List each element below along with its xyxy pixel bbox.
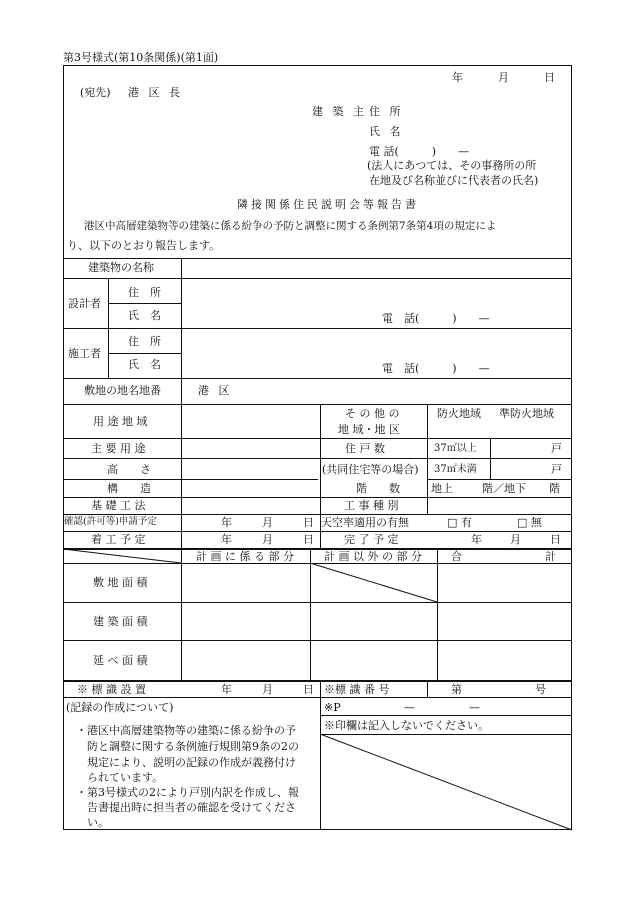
- building-name-label: 建築物の名称: [88, 261, 154, 274]
- floors-above: 地上: [431, 482, 453, 495]
- form-id: 第3号様式(第10条関係)(第1面): [63, 51, 219, 64]
- record-note-1-4: られています。: [87, 771, 164, 784]
- sign-go: 号: [535, 683, 546, 696]
- units-over-37: 37㎡以上: [434, 443, 477, 454]
- other-district-label-2: 地 域・地 区: [338, 423, 400, 436]
- permit-day: 日: [303, 516, 314, 529]
- record-note-1-1: ・港区中高層建築物等の建築に係る紛争の予: [76, 724, 296, 737]
- floors-end: 階: [549, 482, 560, 495]
- owner-corp-note-1: (法人にあつては、その事務所の所: [367, 159, 537, 172]
- owner-title: 建 築 主: [312, 105, 367, 118]
- permit-month: 月: [262, 516, 273, 529]
- site-ward: 港 区: [198, 384, 233, 397]
- designer-phone-label: 電 話( ) —: [382, 312, 490, 325]
- start-month: 月: [262, 533, 273, 546]
- other-part-header: 計 画 以 外 の 部 分: [324, 550, 422, 563]
- p-mark: ※P: [324, 701, 341, 714]
- completion-year: 年: [471, 533, 482, 546]
- height-label: 高 さ: [107, 463, 151, 476]
- completion-day: 日: [550, 533, 561, 546]
- sky-ratio-yes-checkbox[interactable]: □ 有: [447, 516, 472, 529]
- structure-label: 構 造: [107, 482, 151, 495]
- fire-district-label: 防火地域: [437, 407, 481, 420]
- owner-corp-note-2: 在地及び名称並びに代表者の氏名): [369, 174, 539, 187]
- designer-address-label: 住 所: [128, 286, 161, 299]
- permit-year: 年: [221, 516, 232, 529]
- permit-label: 確認(許可等)申請予定: [64, 516, 157, 527]
- p-dash-1: —: [404, 701, 415, 714]
- sky-ratio-label: 天空率適用の有無: [321, 516, 409, 529]
- date-year: 年: [452, 71, 463, 84]
- contractor-phone-label: 電 話( ) —: [382, 362, 490, 375]
- owner-name-label: 氏 名: [369, 125, 404, 138]
- units-sub-label: (共同住宅等の場合): [322, 463, 419, 476]
- owner-address-label: 住 所: [369, 105, 404, 118]
- record-note-2-1: ・第3号様式の2により戸別内訳を作成し、報: [76, 786, 299, 799]
- plan-part-header: 計 画 に 係 る 部 分: [196, 550, 294, 563]
- completion-month: 月: [510, 533, 521, 546]
- designer-name-label: 氏 名: [128, 309, 161, 322]
- stamp-note: ※印欄は記入しないでください。: [324, 719, 489, 732]
- date-day: 日: [544, 71, 555, 84]
- units-under-suffix: 戸: [551, 463, 562, 476]
- floors-mid: 階／地下: [482, 482, 526, 495]
- completion-label: 完 了 予 定: [344, 533, 399, 546]
- floors-label: 階 数: [356, 482, 400, 495]
- document-title: 隣接関係住民説明会等報告書: [237, 198, 419, 211]
- site-area-label: 敷 地 面 積: [93, 576, 148, 589]
- record-note-1-2: 防と調整に関する条例施行規則第9条の2の: [87, 740, 299, 753]
- main-use-label: 主 要 用 途: [91, 442, 146, 455]
- foundation-label: 基 礎 工 法: [91, 499, 146, 512]
- units-under-37: 37㎡未満: [434, 464, 477, 475]
- start-day: 日: [303, 533, 314, 546]
- contractor-address-label: 住 所: [128, 335, 161, 348]
- sign-dai: 第: [451, 683, 462, 696]
- record-title: (記録の作成について): [66, 701, 174, 714]
- date-month: 月: [498, 71, 509, 84]
- sign-setup-label: ※ 標 識 設 置: [77, 683, 146, 696]
- designer-label: 設計者: [68, 297, 101, 310]
- sky-ratio-no-checkbox[interactable]: □ 無: [517, 516, 542, 529]
- total-header-a: 合: [451, 550, 462, 563]
- sign-day: 日: [303, 683, 314, 696]
- sign-number-label: ※標 識 番 号: [324, 683, 390, 696]
- quasi-fire-district-label: 準防火地域: [499, 407, 554, 420]
- contractor-name-label: 氏 名: [128, 358, 161, 371]
- other-district-label-1: そ の 他 の: [345, 407, 400, 420]
- sign-year: 年: [221, 683, 232, 696]
- total-header-b: 計: [545, 550, 556, 563]
- use-district-label: 用 途 地 域: [93, 415, 148, 428]
- record-note-2-2: 告書提出時に担当者の確認を受けてくださ: [87, 801, 296, 814]
- start-label: 着 工 予 定: [91, 533, 146, 546]
- start-year: 年: [221, 533, 232, 546]
- sign-month: 月: [262, 683, 273, 696]
- building-area-label: 建 築 面 積: [93, 615, 148, 628]
- record-note-1-3: 規定により、説明の記録の作成が義務付け: [87, 756, 296, 769]
- floor-area-label: 延 べ 面 積: [93, 654, 148, 667]
- work-type-label: 工 事 種 別: [344, 499, 399, 512]
- units-over-suffix: 戸: [551, 442, 562, 455]
- intro-line-1: 港区中高層建築物等の建築に係る紛争の予防と調整に関する条例第7条第4項の規定によ: [84, 220, 497, 232]
- intro-line-2: り、以下のとおり報告します。: [67, 239, 221, 252]
- addressee-prefix: (宛先): [80, 86, 111, 99]
- site-label: 敷地の地名地番: [84, 384, 161, 397]
- addressee-name: 港 区 長: [128, 86, 183, 99]
- contractor-label: 施工者: [68, 347, 101, 360]
- units-label: 住 戸 数: [345, 442, 385, 455]
- record-note-2-3: い。: [87, 816, 109, 829]
- p-dash-2: —: [469, 701, 480, 714]
- owner-phone-label: 電 話( ) —: [369, 145, 470, 158]
